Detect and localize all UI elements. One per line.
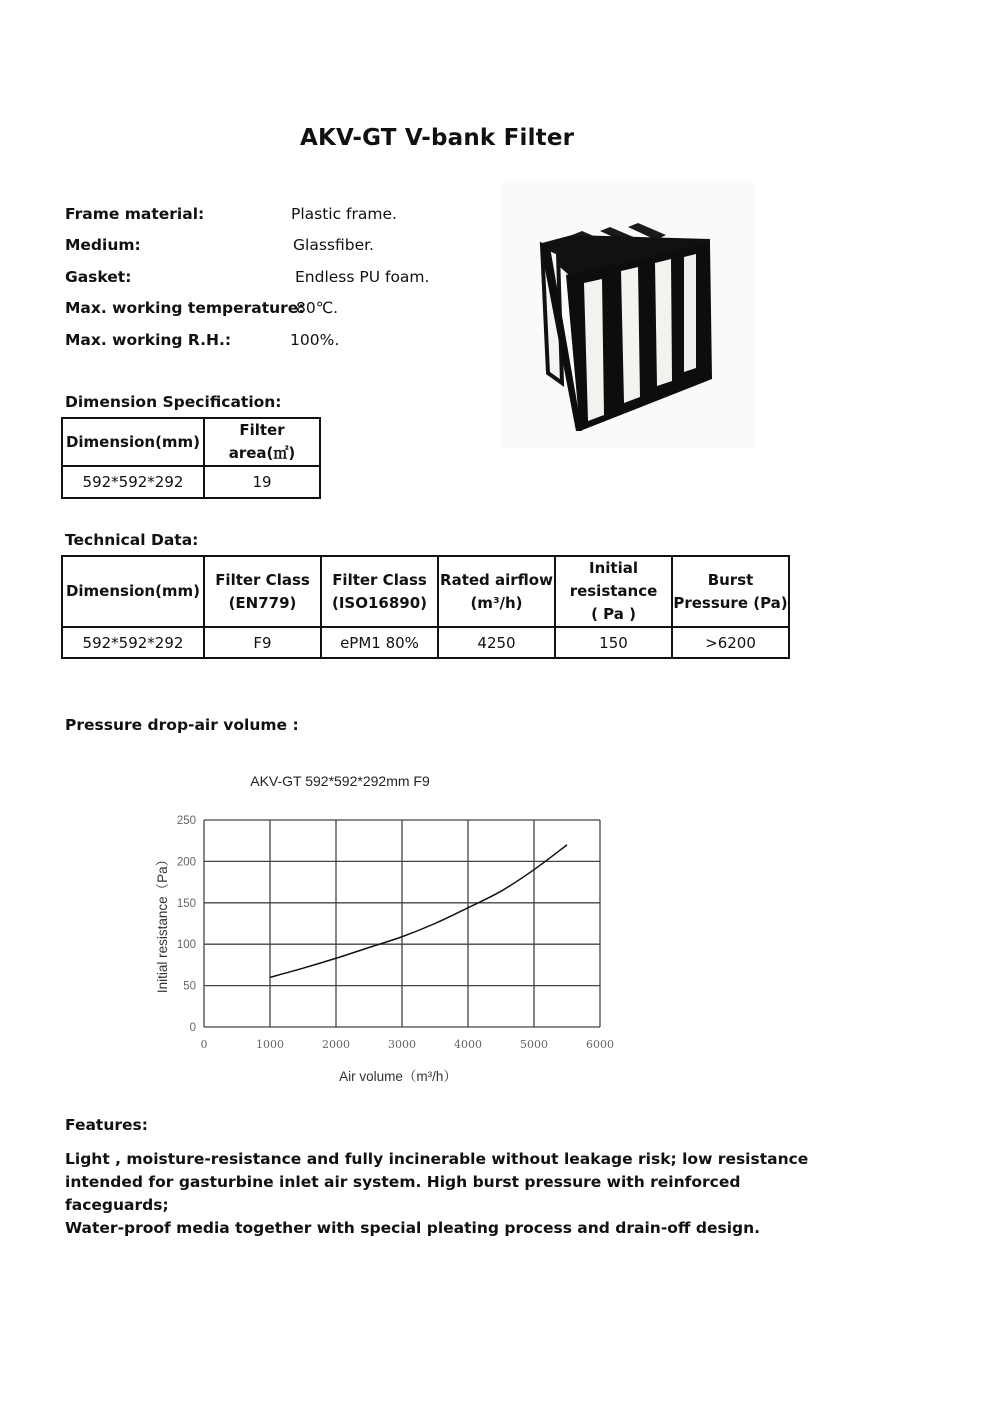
table-header-row — [62, 556, 789, 627]
product-image — [500, 183, 756, 448]
spec-label-rh: Max. working R.H.: — [65, 331, 232, 349]
technical-data-heading: Technical Data: — [65, 531, 199, 549]
table-cell: 19 — [204, 466, 320, 498]
table-header-cell: Dimension(mm) — [62, 418, 204, 466]
table-cell: F9 — [204, 627, 321, 658]
chart-title: AKV-GT 592*592*292mm F9 — [250, 773, 430, 789]
x-tick-label: 0 — [200, 1038, 208, 1051]
dimension-spec-heading: Dimension Specification: — [65, 393, 282, 411]
x-axis-label: Air volume（m³/h） — [339, 1069, 457, 1084]
y-tick-label: 200 — [176, 856, 196, 869]
spec-label-gasket: Gasket: — [65, 268, 132, 286]
y-tick-label: 250 — [176, 815, 196, 827]
table-header-row — [62, 418, 320, 466]
chart-series — [270, 845, 567, 977]
x-tick-label: 1000 — [256, 1038, 284, 1051]
pressure-drop-chart — [140, 765, 640, 1095]
x-tick-label: 6000 — [586, 1038, 614, 1051]
dimension-spec-table — [61, 417, 321, 499]
table-header-cell: Filter Class (EN779) — [204, 556, 321, 627]
spec-label-medium: Medium: — [65, 236, 141, 254]
spec-label-temperature: Max. working temperature: — [65, 299, 305, 317]
features-heading: Features: — [65, 1116, 148, 1134]
spec-value-medium: Glassfiber. — [293, 236, 374, 254]
spec-value-frame: Plastic frame. — [291, 205, 397, 223]
x-tick-label: 4000 — [454, 1038, 482, 1051]
x-tick-label: 3000 — [388, 1038, 416, 1051]
features-text — [65, 1148, 825, 1240]
table-header-cell: Dimension(mm) — [62, 556, 204, 627]
table-row — [62, 466, 320, 498]
features-line: intended for gasturbine inlet air system. High burst pressure with reinforced faceguards; — [65, 1173, 741, 1214]
spec-value-temperature: 80℃. — [296, 299, 339, 317]
table-cell: >6200 — [672, 627, 789, 658]
y-tick-label: 0 — [189, 1022, 196, 1034]
table-cell: 592*592*292 — [62, 466, 204, 498]
page-title: AKV-GT V-bank Filter — [300, 125, 575, 151]
chart-ticks — [177, 815, 614, 1051]
y-tick-label: 100 — [176, 939, 196, 952]
table-cell: 150 — [555, 627, 672, 658]
table-header-cell: Rated airflow (m³/h) — [438, 556, 555, 627]
chart-grid — [204, 820, 600, 1027]
spec-label-frame: Frame material: — [65, 205, 205, 223]
table-header-cell: Filter Class (ISO16890) — [321, 556, 438, 627]
y-axis-label: Initial resistance（Pa） — [155, 852, 170, 994]
x-tick-label: 5000 — [520, 1038, 548, 1051]
y-tick-label: 50 — [183, 980, 196, 993]
table-header-cell: Burst Pressure (Pa) — [672, 556, 789, 627]
spec-value-gasket: Endless PU foam. — [295, 268, 430, 286]
features-line: Light , moisture-resistance and fully incinerable without leakage risk; low resistance — [65, 1150, 809, 1168]
technical-data-table — [61, 555, 790, 659]
table-header-cell: Initial resistance ( Pa ) — [555, 556, 672, 627]
table-cell: ePM1 80% — [321, 627, 438, 658]
table-cell: 592*592*292 — [62, 627, 204, 658]
table-row — [62, 627, 789, 658]
features-line: Water-proof media together with special pleating process and drain-off design. — [65, 1219, 761, 1237]
spec-value-rh: 100%. — [290, 331, 340, 349]
series-line-f9 — [270, 845, 567, 977]
pressure-drop-heading: Pressure drop-air volume : — [65, 716, 299, 734]
x-tick-label: 2000 — [322, 1038, 350, 1051]
y-tick-label: 150 — [176, 897, 196, 910]
table-header-cell: Filter area(㎡) — [204, 418, 320, 466]
table-cell: 4250 — [438, 627, 555, 658]
